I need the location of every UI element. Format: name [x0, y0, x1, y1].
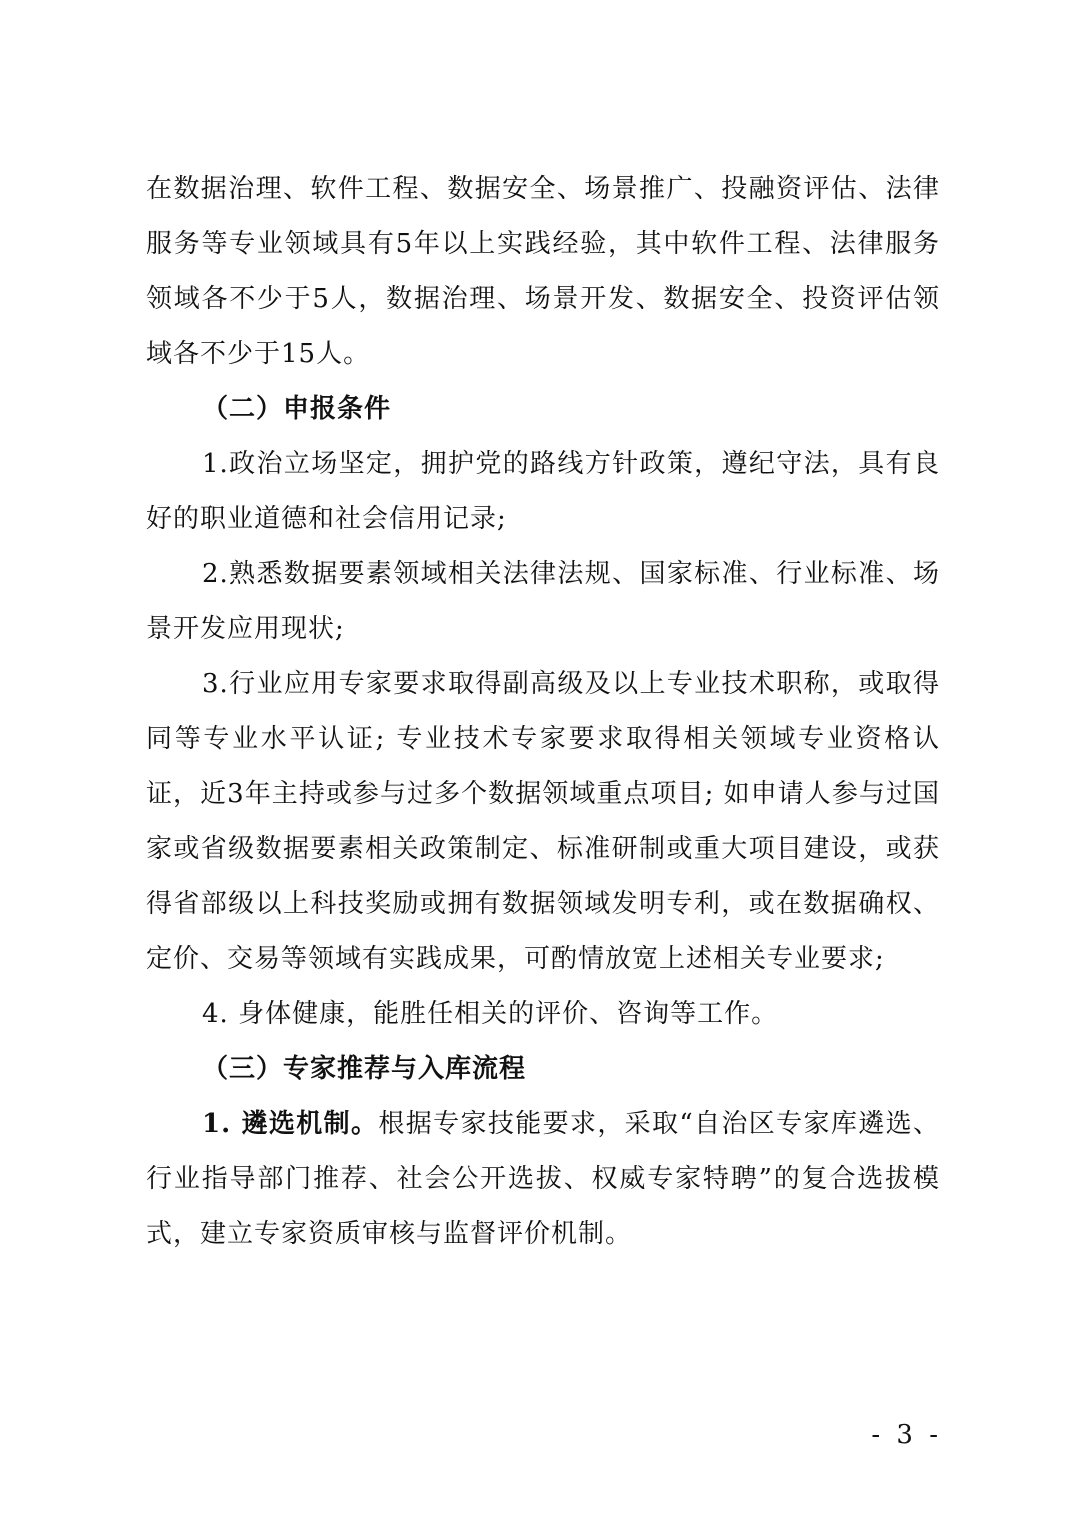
body-text	[146, 162, 940, 1262]
paragraph-condition-1: 1.政治立场坚定，拥护党的路线方针政策，遵纪守法，具有良好的职业道德和社会信用记录;	[146, 449, 940, 534]
section-heading-recommendation-process: （三）专家推荐与入库流程	[202, 1054, 527, 1084]
page-number: - 3 -	[871, 1420, 942, 1450]
paragraph-condition-3: 3.行业应用专家要求取得副高级及以上专业技术职称，或取得同等专业水平认证; 专业技术专家要求取得相关领域专业资格认证，近3年主持或参与过多个数据领域重点项目; 如申请人参与过国家或省级数据要素相关政策制定、标准研制或重大项目建设，或获得省部级以上科技奖励或拥有数据领域发明专利，或在数据确权、定价、交易等领域有实践成果，可酌情放宽上述相关专业要求;	[146, 669, 940, 974]
paragraph-condition-2: 2.熟悉数据要素领域相关法律法规、国家标准、行业标准、场景开发应用现状;	[146, 559, 940, 644]
paragraph-condition-4: 4. 身体健康，能胜任相关的评价、咨询等工作。	[202, 999, 779, 1029]
selection-mechanism-lead: 1. 遴选机制。	[202, 1109, 379, 1139]
paragraph-expert-fields: 在数据治理、软件工程、数据安全、场景推广、投融资评估、法律服务等专业领域具有5年以上实践经验，其中软件工程、法律服务领域各不少于5人，数据治理、场景开发、数据安全、投资评估领域各不少于15人。	[146, 174, 940, 369]
section-heading-application-conditions: （二）申报条件	[202, 394, 392, 424]
selection-mechanism-text: 根据专家技能要求，采取“自治区专家库遴选、行业指导部门推荐、社会公开选拔、权威专家特聘”的复合选拔模式，建立专家资质审核与监督评价机制。	[146, 1109, 940, 1249]
paragraph-selection-mechanism	[146, 1097, 940, 1262]
